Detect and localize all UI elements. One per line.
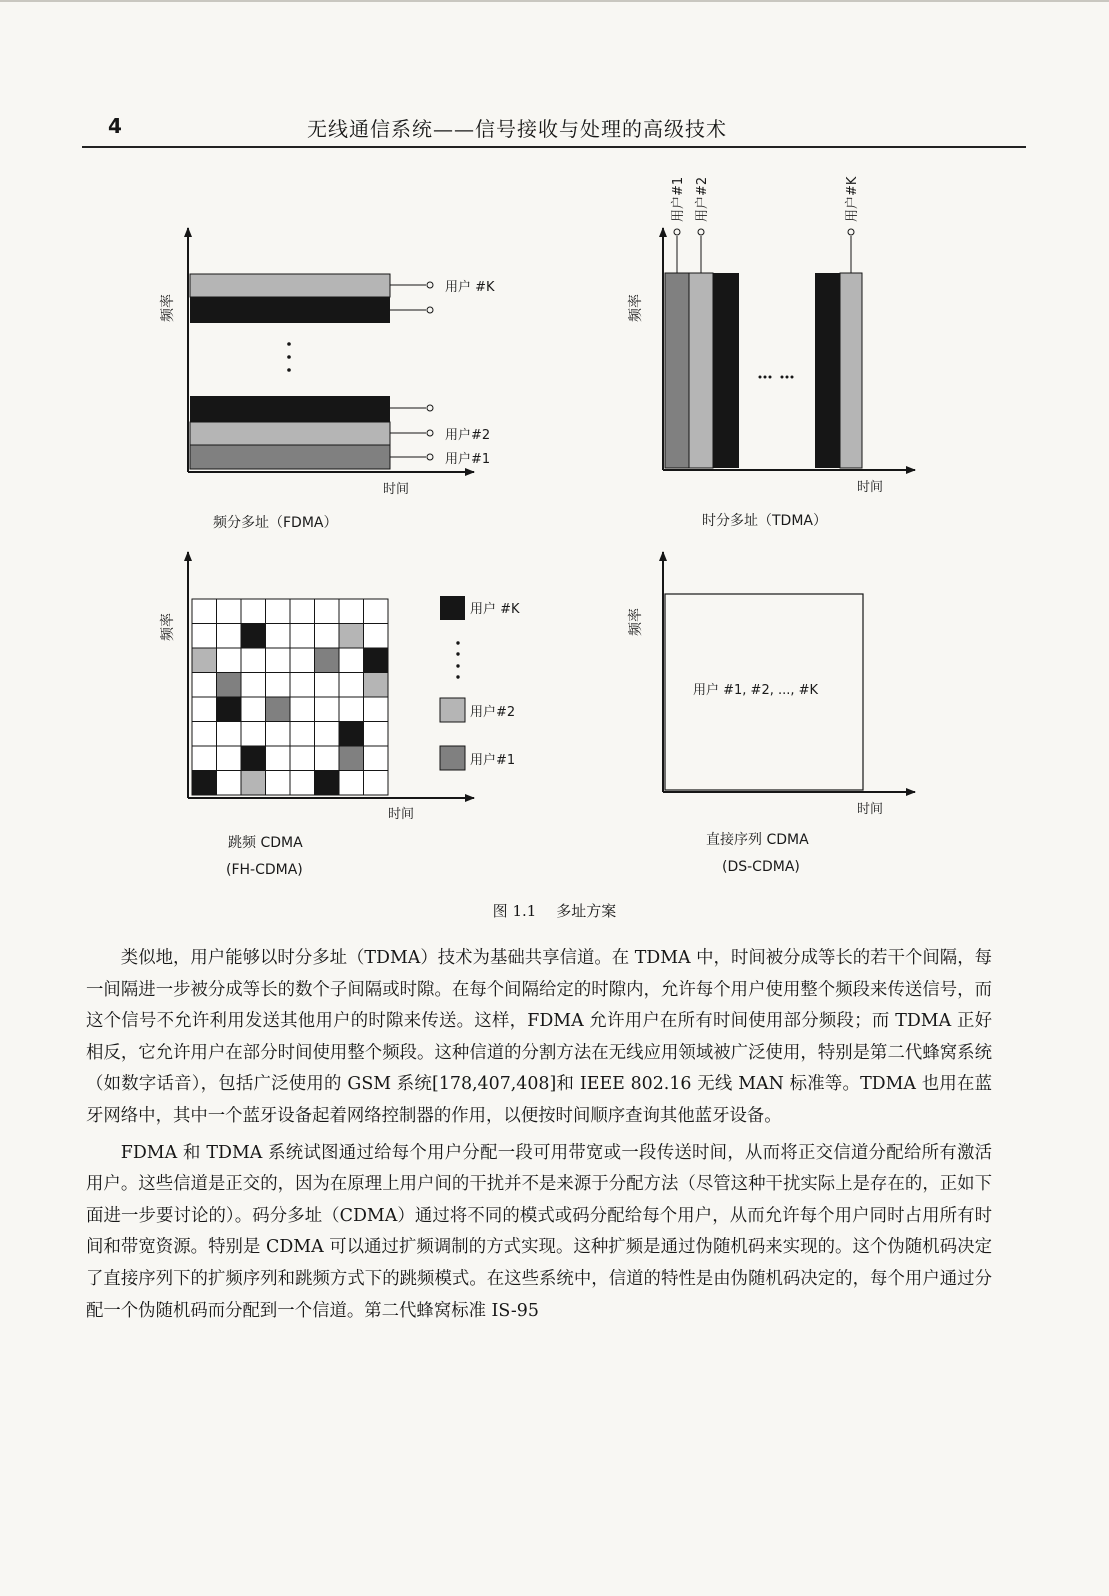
tdma-slot — [713, 273, 739, 468]
fh-freq-label: 频率 — [160, 613, 176, 641]
fh-legend-user-1: 用户#1 — [470, 753, 516, 768]
ds-time-label: 时间 — [857, 802, 884, 817]
fh-cell-empty — [266, 624, 291, 649]
fh-cell-empty — [266, 673, 291, 698]
fh-cell-empty — [315, 697, 340, 722]
body-text — [86, 943, 992, 1332]
fh-cell-empty — [315, 673, 340, 698]
fh-cell-empty — [315, 599, 340, 624]
fdma-caption: 频分多址（FDMA） — [213, 515, 338, 531]
fh-cell-empty — [241, 673, 266, 698]
fh-cell-empty — [339, 673, 364, 698]
fdma-band — [190, 396, 390, 422]
fh-cell-hop — [315, 771, 340, 796]
ds-freq-label: 频率 — [628, 608, 644, 636]
fh-cell-empty — [266, 722, 291, 747]
fh-cell-hop — [364, 648, 389, 673]
fh-cell-empty — [315, 722, 340, 747]
fh-cell-empty — [192, 599, 217, 624]
fh-cell-hop — [217, 697, 242, 722]
fh-cell-empty — [192, 746, 217, 771]
fdma-time-label: 时间 — [383, 482, 410, 497]
fdma-freq-label: 频率 — [160, 294, 176, 322]
fh-cell-hop — [339, 746, 364, 771]
fh-cell-empty — [241, 648, 266, 673]
tdma-freq-label: 频率 — [628, 294, 644, 322]
fh-cell-hop — [192, 648, 217, 673]
ds-users-label: 用户 #1, #2, ..., #K — [693, 683, 819, 698]
fh-cell-hop — [241, 746, 266, 771]
fdma-band-user-2 — [190, 422, 390, 445]
fh-legend-ellipsis — [456, 641, 459, 678]
fh-cell-hop — [315, 648, 340, 673]
fh-hop-grid — [192, 599, 388, 795]
fh-cell-empty — [217, 746, 242, 771]
tdma-slot-user-2 — [689, 273, 713, 468]
fdma-band — [190, 297, 390, 323]
fh-cell-empty — [339, 697, 364, 722]
fh-cell-hop — [241, 624, 266, 649]
fh-cell-empty — [217, 722, 242, 747]
fh-cell-empty — [339, 599, 364, 624]
fh-cell-empty — [241, 722, 266, 747]
tdma-slot — [815, 273, 840, 468]
fh-cell-empty — [364, 599, 389, 624]
fh-cell-empty — [290, 673, 315, 698]
fh-legend-swatch-user-1 — [440, 746, 465, 770]
fh-cell-empty — [290, 697, 315, 722]
fh-cell-empty — [315, 746, 340, 771]
fh-cell-empty — [290, 746, 315, 771]
fh-cell-empty — [217, 771, 242, 796]
fh-cell-empty — [217, 648, 242, 673]
fh-cell-empty — [217, 624, 242, 649]
ds-cdma-diagram — [628, 552, 915, 875]
fh-cell-empty — [364, 624, 389, 649]
fh-cell-empty — [364, 722, 389, 747]
fh-legend-swatch-user-2 — [440, 698, 465, 722]
fdma-band-user-1 — [190, 445, 390, 469]
fh-cell-empty — [266, 648, 291, 673]
fh-cell-hop — [339, 624, 364, 649]
running-title: 无线通信系统——信号接收与处理的高级技术 — [307, 117, 727, 141]
tdma-caption: 时分多址（TDMA） — [702, 513, 827, 529]
fh-cell-empty — [364, 697, 389, 722]
fh-legend-user-k: 用户 #K — [470, 602, 520, 617]
tdma-label-user-2: 用户#2 — [695, 176, 710, 222]
figure-caption — [0, 900, 1109, 921]
tdma-time-label: 时间 — [857, 480, 884, 495]
fh-cell-empty — [266, 746, 291, 771]
fh-caption-line-1: 跳频 CDMA — [228, 835, 303, 851]
figure-number: 图 1.1 — [492, 902, 537, 920]
fh-cell-hop — [339, 722, 364, 747]
tdma-slot-user-k — [840, 273, 862, 468]
running-header — [82, 112, 1026, 148]
fh-cell-hop — [266, 697, 291, 722]
fh-cell-empty — [217, 599, 242, 624]
fh-legend-swatch-user-k — [440, 596, 465, 620]
fh-cell-empty — [192, 624, 217, 649]
fh-cell-empty — [339, 648, 364, 673]
figure-multiple-access — [0, 160, 1109, 890]
fh-legend-user-2: 用户#2 — [470, 705, 516, 720]
fh-cdma-diagram — [160, 552, 520, 878]
tdma-diagram — [628, 176, 915, 529]
tdma-ellipsis — [759, 376, 794, 379]
fh-cell-empty — [290, 722, 315, 747]
fh-cell-empty — [241, 599, 266, 624]
fh-caption-line-2: (FH-CDMA) — [226, 862, 303, 878]
fh-cell-empty — [290, 599, 315, 624]
fh-cell-hop — [217, 673, 242, 698]
fh-cell-empty — [192, 722, 217, 747]
fh-cell-empty — [241, 697, 266, 722]
fh-cell-hop — [364, 673, 389, 698]
paragraph: FDMA 和 TDMA 系统试图通过给每个用户分配一段可用带宽或一段传送时间，从而将正交信道分配给所有激活用户。这些信道是正交的，因为在原理上用户间的干扰并不是来源于分配方法（尽管这种干扰实际上是存在的，正如下面进一步要讨论的）。码分多址（CDMA）通过将不同的模式或码分配给每个用户，从而允许每个用户同时占用所有时间和带宽资源。特别是 CDMA 可以通过扩频调制的方式实现。这种扩频是通过伪随机码来实现的。这个伪随机码决定了直接序列下的扩频序列和跳频方式下的跳频模式。在这些系统中，信道的特性是由伪随机码决定的，每个用户通过分配一个伪随机码而分配到一个信道。第二代蜂窝标准 IS-95 — [86, 1142, 992, 1321]
fdma-band-user-k — [190, 274, 390, 297]
fdma-diagram — [160, 228, 495, 531]
fh-cell-empty — [266, 599, 291, 624]
fdma-label-user-k: 用户 #K — [445, 280, 495, 295]
fh-cell-hop — [241, 771, 266, 796]
fdma-ellipsis — [287, 342, 291, 372]
fh-cell-empty — [290, 624, 315, 649]
tdma-label-user-k: 用户#K — [845, 176, 860, 222]
tdma-slot-user-1 — [665, 273, 689, 468]
top-edge-line — [0, 0, 1109, 2]
fh-cell-empty — [192, 673, 217, 698]
fh-cell-hop — [192, 771, 217, 796]
paragraph: 类似地，用户能够以时分多址（TDMA）技术为基础共享信道。在 TDMA 中，时间被分成等长的若干个间隔，每一间隔进一步被分成等长的数个子间隔或时隙。在每个间隔给定的时隙内，允许每个用户使用整个频段来传送信号，而这个信号不允许利用发送其他用户的时隙来传送。这样，FDMA 允许用户在所有时间使用部分频段；而 TDMA 正好相反，它允许用户在部分时间使用整个频段。这种信道的分割方法在无线应用领域被广泛使用，特别是第二代蜂窝系统（如数字话音），包括广泛使用的 GSM 系统[178,407,408]和 IEEE 802.16 无线 MAN 标准等。TDMA 也用在蓝牙网络中，其中一个蓝牙设备起着网络控制器的作用，以便按时间顺序查询其他蓝牙设备。 — [86, 948, 992, 1126]
fh-cell-empty — [266, 771, 291, 796]
fh-cell-empty — [364, 771, 389, 796]
fh-cell-empty — [364, 746, 389, 771]
tdma-label-user-1: 用户#1 — [671, 176, 686, 222]
ds-caption-line-2: (DS-CDMA) — [722, 859, 800, 875]
fdma-label-user-1: 用户#1 — [445, 452, 491, 467]
fh-cell-empty — [290, 648, 315, 673]
fh-cell-empty — [192, 697, 217, 722]
page-number: 4 — [108, 114, 122, 138]
fh-cell-empty — [290, 771, 315, 796]
ds-caption-line-1: 直接序列 CDMA — [706, 832, 809, 848]
figure-title: 多址方案 — [556, 902, 617, 920]
fh-cell-empty — [315, 624, 340, 649]
fh-time-label: 时间 — [388, 807, 415, 822]
fdma-label-user-2: 用户#2 — [445, 428, 491, 443]
fh-cell-empty — [339, 771, 364, 796]
